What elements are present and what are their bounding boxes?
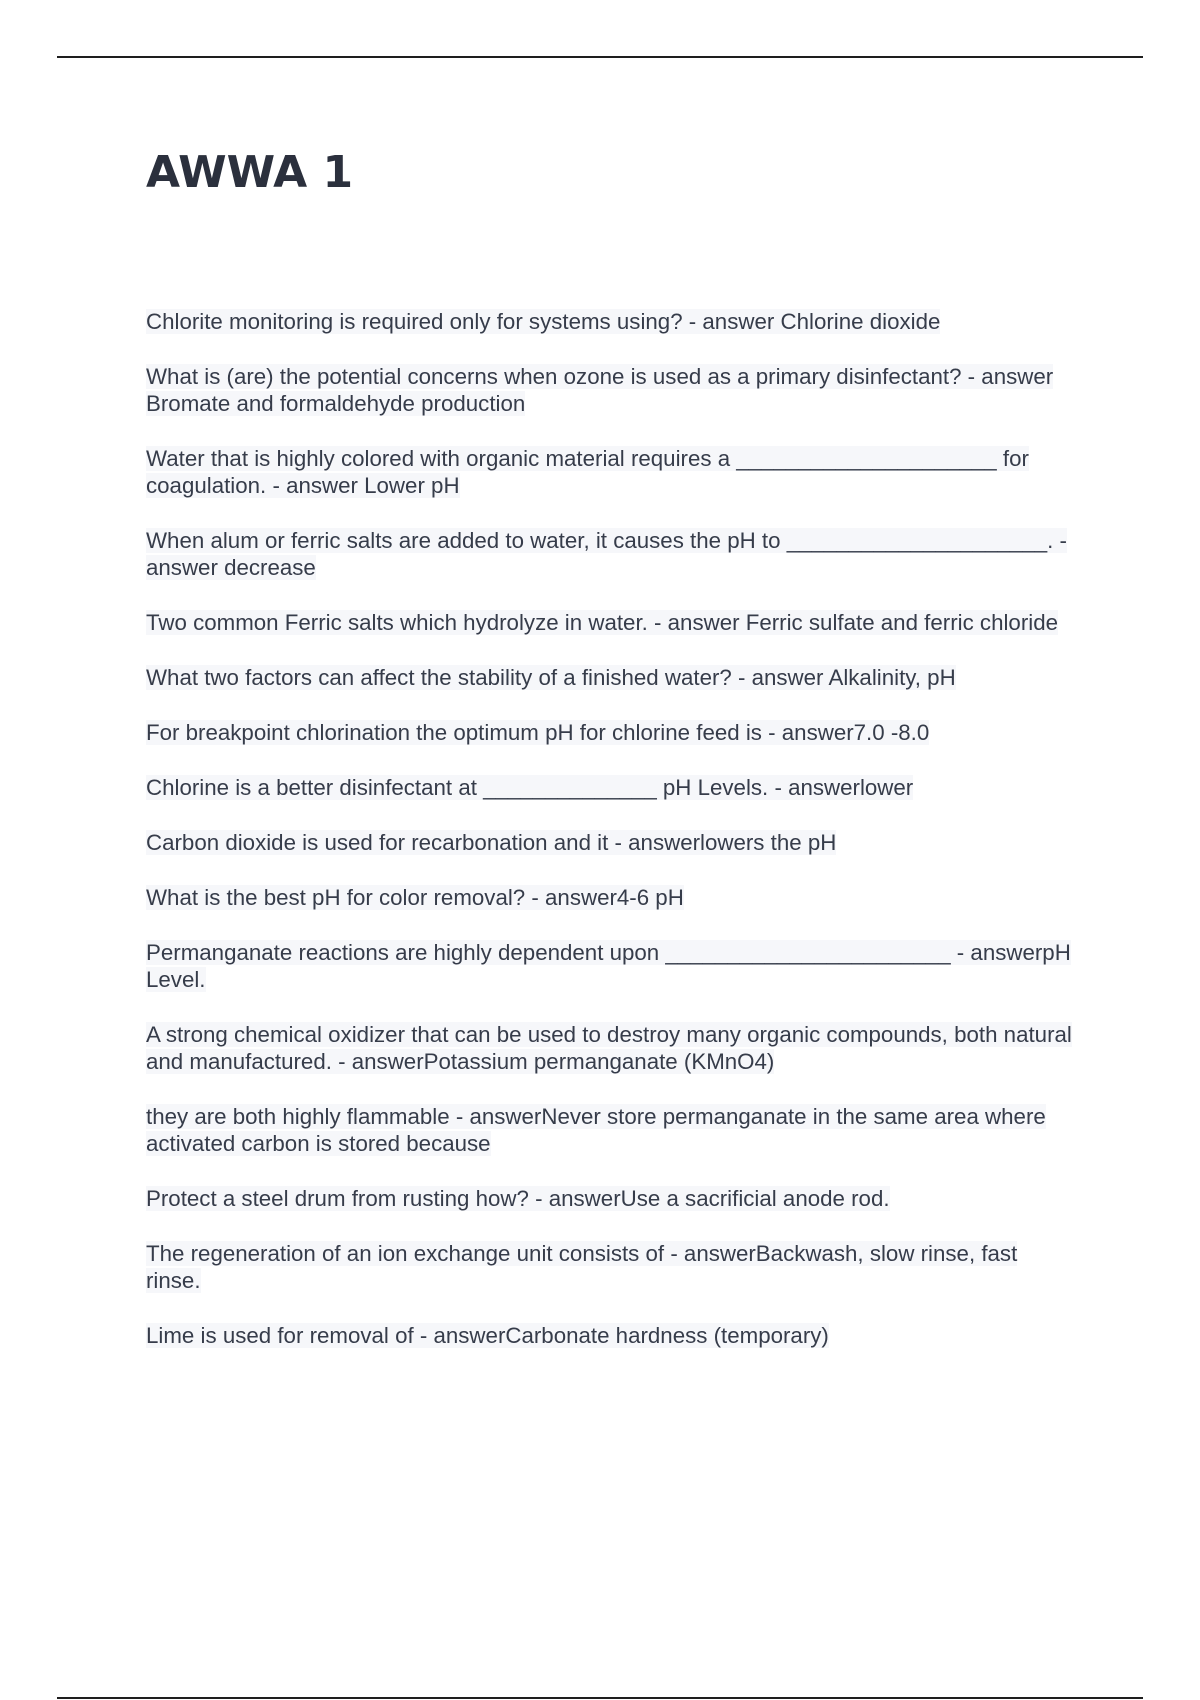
top-rule xyxy=(57,56,1143,58)
qa-item-text: What is the best pH for color removal? - answer4-6 pH xyxy=(146,885,684,910)
qa-item xyxy=(146,1322,1076,1349)
qa-item-text: Water that is highly colored with organic material requires a _____________________ for coagulation. - answer Lower pH xyxy=(146,446,1029,498)
qa-item xyxy=(146,719,1076,746)
qa-item xyxy=(146,609,1076,636)
qa-item-text: Two common Ferric salts which hydrolyze in water. - answer Ferric sulfate and ferric chloride xyxy=(146,610,1059,635)
qa-item-text: The regeneration of an ion exchange unit consists of - answerBackwash, slow rinse, fast rinse. xyxy=(146,1241,1018,1293)
qa-item-text: Protect a steel drum from rusting how? - answerUse a sacrificial anode rod. xyxy=(146,1186,890,1211)
qa-item xyxy=(146,1103,1076,1157)
qa-item xyxy=(146,363,1076,417)
qa-item-text: When alum or ferric salts are added to water, it causes the pH to _____________________. - answer decrease xyxy=(146,528,1067,580)
qa-item xyxy=(146,774,1076,801)
qa-item-text: What two factors can affect the stability of a finished water? - answer Alkalinity, pH xyxy=(146,665,956,690)
qa-item xyxy=(146,1021,1076,1075)
bottom-rule xyxy=(57,1697,1143,1699)
qa-item xyxy=(146,1185,1076,1212)
qa-item-text: Chlorite monitoring is required only for systems using? - answer Chlorine dioxide xyxy=(146,309,941,334)
qa-item xyxy=(146,829,1076,856)
qa-item xyxy=(146,884,1076,911)
qa-item xyxy=(146,664,1076,691)
qa-list xyxy=(146,308,1076,1377)
qa-item-text: For breakpoint chlorination the optimum pH for chlorine feed is - answer7.0 -8.0 xyxy=(146,720,930,745)
qa-item xyxy=(146,308,1076,335)
qa-item xyxy=(146,527,1076,581)
qa-item-text: Carbon dioxide is used for recarbonation and it - answerlowers the pH xyxy=(146,830,837,855)
qa-item-text: What is (are) the potential concerns when ozone is used as a primary disinfectant? - answer Bromate and formaldehyde production xyxy=(146,364,1054,416)
qa-item-text: Lime is used for removal of - answerCarbonate hardness (temporary) xyxy=(146,1323,829,1348)
qa-item-text: Permanganate reactions are highly dependent upon _______________________ - answerpH Level. xyxy=(146,940,1071,992)
qa-item xyxy=(146,1240,1076,1294)
qa-item-text: they are both highly flammable - answerNever store permanganate in the same area where activated carbon is stored because xyxy=(146,1104,1046,1156)
qa-item-text: A strong chemical oxidizer that can be used to destroy many organic compounds, both natural and manufactured. - answerPotassium permanganate (KMnO4) xyxy=(146,1022,1072,1074)
qa-item xyxy=(146,939,1076,993)
qa-item-text: Chlorine is a better disinfectant at ______________ pH Levels. - answerlower xyxy=(146,775,914,800)
qa-item xyxy=(146,445,1076,499)
document-title: AWWA 1 xyxy=(146,147,354,198)
